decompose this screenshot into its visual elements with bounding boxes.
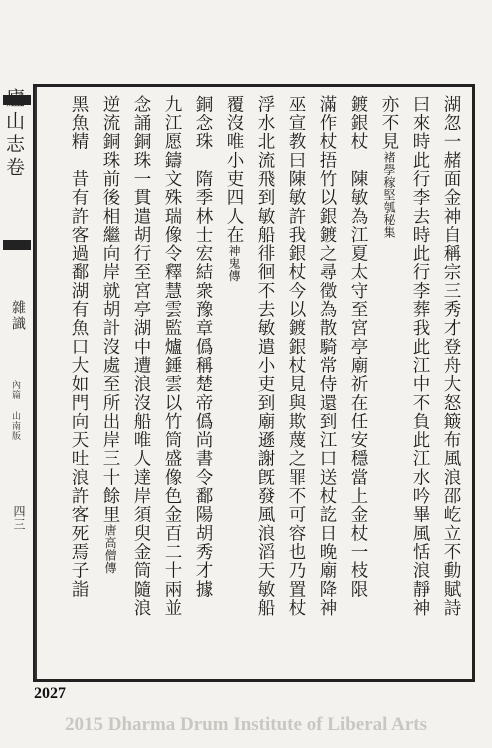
text-column: 黑魚精 昔有許客過鄱湖有魚口大如門向天吐浪許客死焉子詣 bbox=[69, 95, 89, 599]
text-column: 九江愿鑄文殊瑞像令釋慧雲監爐錘雲以竹筒盛像色金百二十兩並 bbox=[162, 95, 182, 618]
text-column: 滿作杖捂竹以銀鍍之尋徵為散騎常侍還到江口送杖訖日晚廟降神 bbox=[317, 95, 337, 618]
text-frame bbox=[33, 84, 475, 682]
margin-book-title: 廬山志卷 bbox=[3, 88, 25, 180]
source-note: 神鬼傳 bbox=[227, 244, 241, 282]
margin-mark bbox=[3, 240, 31, 250]
source-note: 唐高僧傳 bbox=[103, 523, 117, 574]
margin-section: 雜識 bbox=[10, 300, 26, 332]
text-column: 巫宣教曰陳敏許我銀杖今以鍍銀杖見與欺蔑之罪不可容也乃置杖 bbox=[286, 95, 306, 618]
text-column: 湖忽一赭面金神自稱宗三秀才登舟大怒簸布風浪邵屹立不動賦詩 bbox=[441, 95, 461, 618]
text-column bbox=[98, 95, 122, 574]
text-column: 念誦銅珠一貫遣胡行至宮亭湖中遭浪沒船唯人達岸須臾金筒隨浪 bbox=[131, 95, 151, 618]
page-number: 2027 bbox=[34, 685, 66, 702]
text-column: 鍍銀杖 陳敏為江夏太守至宮亭廟祈在任安穩當上金杖一枝限 bbox=[348, 95, 368, 599]
text-column bbox=[377, 95, 401, 238]
text-column: 浮水北流飛到敏船徘徊不去敏遣小吏到廟遜謝旣發風浪滔天敏船 bbox=[255, 95, 275, 618]
column-text: 逆流銅珠前後相繼向岸就胡計沒處至所出岸三十餘里 bbox=[100, 95, 120, 524]
text-column bbox=[222, 95, 246, 282]
text-column: 曰來時此行李去時此行李葬我此江中不負此江水吟畢風恬浪靜神 bbox=[410, 95, 430, 618]
source-note: 褚學稼堅瓠秘集 bbox=[382, 150, 396, 239]
margin-sub: 內篇 山南版 bbox=[10, 380, 20, 441]
column-text: 亦不見 bbox=[379, 95, 399, 151]
column-text: 覆沒唯小吏四人在 bbox=[224, 95, 244, 245]
margin-folio: 四三 bbox=[12, 505, 26, 531]
watermark: 2015 Dharma Drum Institute of Liberal Arts bbox=[64, 714, 428, 735]
text-column: 銅念珠 隋季林士宏結衆豫章僞稱楚帝僞尚書令鄱陽胡秀才據 bbox=[193, 95, 213, 599]
frame-left-rule bbox=[35, 87, 37, 679]
